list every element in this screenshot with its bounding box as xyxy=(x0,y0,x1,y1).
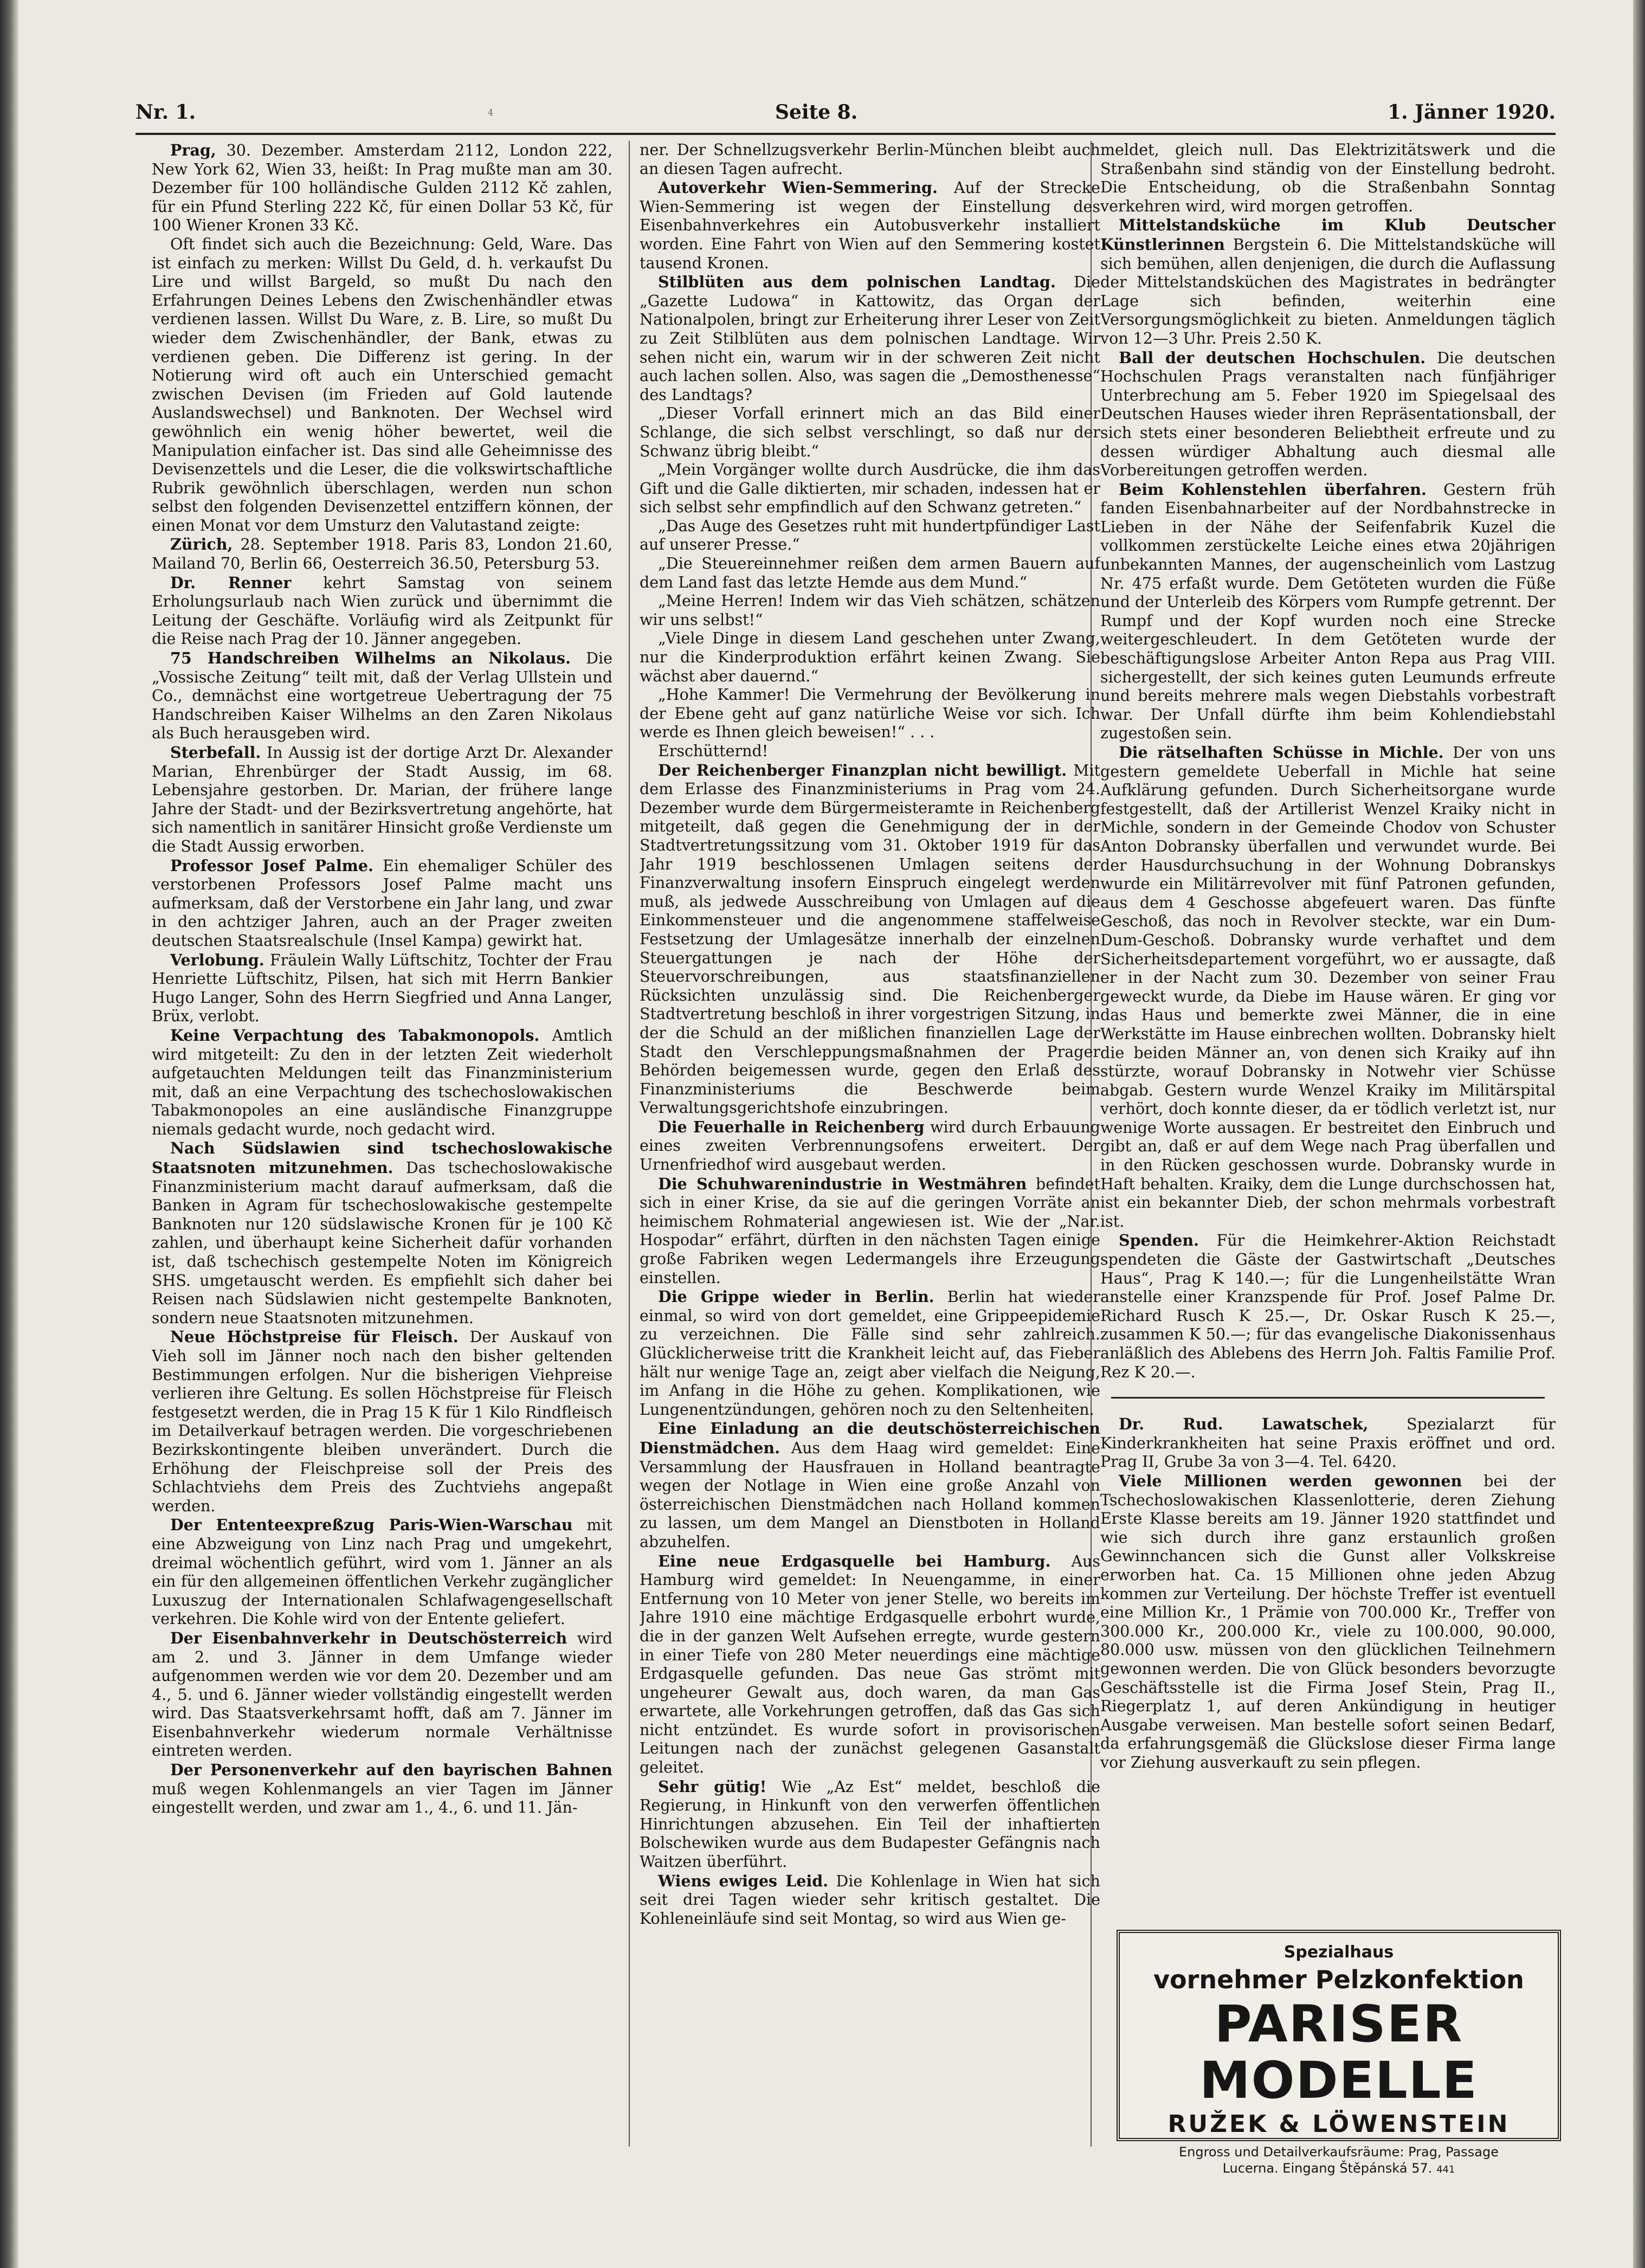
article-paragraph xyxy=(640,629,1100,686)
article-headline: Verlobung. xyxy=(170,950,265,969)
article-headline: Dr. Renner xyxy=(170,573,292,592)
article-text: Die deutschen Hochschulen Prags veranstalten nach fünfjähriger Unterbrechung am 5. Feber 1920 im Spiegelsaal des Deutschen Hauses wieder ihren Repräsentationsball, der sich stets einer besonderen Beliebtheit erfreute und zu dessen würdiger Abhaltung auch diesmal alle Vorbereitungen getroffen werden. xyxy=(1100,349,1556,480)
article-headline: Professor Josef Palme. xyxy=(170,856,373,875)
column-separator xyxy=(1111,1397,1545,1399)
article-paragraph xyxy=(152,235,612,536)
article-text: Auf der Strecke Wien-Semmering ist wegen der Einstellung des Eisenbahnverkehres ein Autobusverkehr installiert worden. Eine Fahrt von Wien auf den Semmering kostet tausend Kronen. xyxy=(640,179,1100,272)
article-text: Die Kohlenlage in Wien hat sich seit drei Tagen wieder sehr kritisch gestaltet. Die Kohleneinläufe sind seit Montag, so wird aus Wien ge- xyxy=(640,1872,1100,1928)
article-text: Der Auskauf von Vieh soll im Jänner noch nach den bisher geltenden Bestimmungen erfolgen. Nur die bisherigen Viehpreise verlieren ihre Geltung. Es sollen Höchstpreise für Fleisch festgesetzt werden, die in Prag 15 K für 1 Kilo Rindfleisch im Detailverkauf betragen werden. Die vorgeschriebenen Bezirkskontingente bleiben unverändert. Durch die Erhöhung der Fleischpreise soll der Preis des Schlachtviehs dem Preis des Zuchtviehs angepaßt werden. xyxy=(152,1328,612,1515)
article-text: In Aussig ist der dortige Arzt Dr. Alexander Marian, Ehrenbürger der Stadt Aussig, im 68. Lebensjahre gestorben. Dr. Marian, der frühere lange Jahre der Stadt- und der Bezirksvertretung angehörte, hat sich namentlich in sanitärer Hinsicht große Verdienste um die Stadt Aussig erworben. xyxy=(152,744,612,855)
article-paragraph xyxy=(1100,1472,1556,1773)
article-paragraph xyxy=(640,761,1100,1118)
article-text: Mit dem Erlasse des Finanzministeriums in Prag vom 24. Dezember wurde dem Bürgermeisteramte in Reichenberg mitgeteilt, daß gegen die Genehmigung der in der Stadtvertretungssitzung vom 31. Oktober 1919 für das Jahr 1919 beschlossenen Umlagen seitens der Finanzverwaltung insofern Einspruch eingelegt werden muß, als jedwede Ausschreibung von Umlagen auf die Einkommensteuer und die angenommene staffelweise Festsetzung der Umlagesätze innerhalb der einzelnen Steuergattungen je nach der Höhe der Steuervorschreibungen, aus staatsfinanziellen Rücksichten unzulässig sind. Die Reichenberger Stadtvertretung beschloß in ihrer vorgestrigen Sitzung, in der die Schuld an der mißlichen finanziellen Lage der Stadt den Verschleppungsmaßnahmen der Prager Behörden beigemessen wurde, gegen den Erlaß des Finanzministeriums die Beschwerde beim Verwaltungsgerichtshofe einzubringen. xyxy=(640,761,1100,1117)
article-headline: Wiens ewiges Leid. xyxy=(658,1871,829,1890)
advertisement-pariser-modelle xyxy=(1117,1930,1561,2176)
article-text: Fräulein Wally Lüftschitz, Tochter der Frau Henriette Lüftschitz, Pilsen, hat sich mit Herrn Bankier Hugo Langer, Sohn des Herrn Siegfried und Anna Langer, Brüx, verlobt. xyxy=(152,951,612,1026)
article-text: wird durch Erbauung eines zweiten Verbrennungsofens erweitert. Der Urnenfriedhof wird ausgebaut werden. xyxy=(640,1118,1100,1174)
article-text: „Dieser Vorfall erinnert mich an das Bild einer Schlange, die sich selbst verschlingt, so daß nur der Schwanz übrig bleibt.“ xyxy=(640,404,1100,460)
article-paragraph xyxy=(640,141,1100,178)
article-text: Wie „Az Est“ meldet, beschloß die Regierung, in Hinkunft von den verwerfen öffentlichen Hinrichtungen abzusehen. Ein Teil der inhaftierten Bolschewiken wurde aus dem Budapester Gefängnis nach Waitzen überführt. xyxy=(640,1777,1100,1871)
article-headline: Die Feuerhalle in Reichenberg xyxy=(658,1117,925,1136)
column-1 xyxy=(152,141,612,2147)
article-headline: Stilblüten aus dem polnischen Landtag. xyxy=(658,273,1056,292)
page-number: Seite 8. xyxy=(775,101,858,124)
article-text: 28. September 1918. Paris 83, London 21.60, Mailand 70, Berlin 66, Oesterreich 36.50, Petersburg 53. xyxy=(152,536,612,573)
article-text: wird am 2. und 3. Jänner in dem Umfange wieder aufgenommen werden wie vor dem 20. Dezember und am 4., 5. und 6. Jänner wieder vollständig eingestellt werden wird. Das Staatsverkehrsamt hofft, daß am 7. Jänner im Eisenbahnverkehr wiederum normale Verhältnisse eintreten werden. xyxy=(152,1629,612,1760)
article-text: Gestern früh fanden Eisenbahnarbeiter auf der Nordbahnstrecke in Lieben in der Nähe der Seifenfabrik Kuzel die vollkommen zerstückelte Leiche eines etwa 20jährigen unbekannten Mannes, der augenscheinlich vom Lastzug Nr. 475 erfaßt wurde. Dem Getöteten wurden die Füße und der Unterleib des Körpers vom Rumpfe getrennt. Der Rumpf und der Kopf wurden noch eine Strecke weitergeschleudert. In dem Getöteten wurde der beschäftigungslose Arbeiter Anton Repa aus Prag VIII. sichergestellt, der sich keines guten Leumunds erfreute und bereits mehrere mals wegen Diebstahls vorbestraft war. Der Unfall dürfte ihm beim Kohlendiebstahl zugestoßen sein. xyxy=(1100,480,1556,743)
article-text: Die „Vossische Zeitung“ teilt mit, daß der Verlag Ullstein und Co., demnächst eine wortgetreue Uebertragung der 75 Handschreiben Kaiser Wilhelms an den Zaren Nikolaus als Buch herausgeben wird. xyxy=(152,649,612,743)
article-paragraph xyxy=(152,1516,612,1629)
page-header xyxy=(136,95,1556,133)
article-headline: Die Grippe wieder in Berlin. xyxy=(658,1287,934,1306)
article-text: Ein ehemaliger Schüler des verstorbenen Professors Josef Palme macht uns aufmerksam, daß der Verstorbene ein Jahr lang, und zwar in den achtziger Jahren, auch an der Prager zweiten deutschen Staatsrealschule (Insel Kampa) gewirkt hat. xyxy=(152,856,612,950)
column-2 xyxy=(640,141,1100,2147)
article-headline: Die rätselhaften Schüsse in Michle. xyxy=(1119,743,1444,762)
article-paragraph xyxy=(640,555,1100,592)
ad-mark: 441 xyxy=(1436,2164,1455,2175)
article-headline: Spenden. xyxy=(1119,1231,1199,1250)
article-text: Oft findet sich auch die Bezeichnung: Geld, Ware. Das ist einfach zu merken: Willst Du Geld, d. h. verkaufst Du Lire und willst Bargeld, so mußt Du nach den Erfahrungen Deines Lebens den Zwischenhändler etwas verdienen lassen. Willst Du Ware, z. B. Lire, so mußt Du wieder dem Zwischenhändler, der Bank, etwas zu verdienen geben. Die Differenz ist gering. In der Notierung wird oft auch ein Unterschied gemacht zwischen Devisen (im Frieden auf Gold lautende Auslandswechsel) und Banknoten. Der Wechsel wird gewöhnlich ein wenig höher bewertet, weil die Manipulation einfacher ist. Das sind alle Geheimnisse des Devisenzettels und die Leser, die die volkswirtschaftliche Rubrik gewöhnlich überschlagen, werden nun schon selbst den folgenden Devisenzettel entziffern können, der einen Monat vor dem Umsturz den Valutastand zeigte: xyxy=(152,235,612,534)
article-paragraph xyxy=(640,1175,1100,1288)
article-paragraph xyxy=(640,1287,1100,1419)
article-text: muß wegen Kohlenmangels an vier Tagen im Jänner eingestellt werden, und zwar am 1., 4., 6. und 11. Jän- xyxy=(152,1780,612,1817)
article-headline: Sterbefall. xyxy=(170,743,261,762)
issue-number: Nr. 1. xyxy=(136,101,196,124)
article-paragraph xyxy=(152,951,612,1026)
article-headline: Der Ententeexpreßzug Paris-Wien-Warschau xyxy=(170,1516,573,1535)
article-paragraph xyxy=(640,592,1100,629)
article-text: Der von uns gestern gemeldete Ueberfall in Michle hat seine Aufklärung gefunden. Durch Sicherheitsorgane wurde festgestellt, daß der Artillerist Wenzel Kraiky nicht in Michle, sondern in der Gemeinde Chodov von Schuster Anton Dobransky überfallen und verwundet wurde. Bei der Hausdurchsuchung in der Wohnung Dobranskys wurde ein Militärrevolver mit fünf Patronen gefunden, aus dem 4 Geschosse abgefeuert waren. Das fünfte Geschoß, das noch in Revolver steckte, war ein Dum-Dum-Geschoß. Dobransky wurde verhaftet und dem Sicherheitsdepartement vorgeführt, wo er aussagte, daß er in der Nacht zum 30. Dezember von seiner Frau geweckt wurde, da Diebe im Hause wären. Er ging vor das Haus und bemerkte zwei Männer, die in eine Werkstätte im Hause einbrechen wollten. Dobransky hielt die beiden Männer an, von denen sich Kraiky auf ihn stürzte, worauf Dobransky in Notwehr vier Schüsse abgab. Gestern wurde Wenzel Kraiky im Militärspital verhört, doch konnte dieser, da er tödlich verletzt ist, nur wenige Worte aussagen. Er bestreitet den Einbruch und gibt an, daß er auf dem Wege nach Prag überfallen und in den Rücken geschossen wurde. Dobransky wurde in Haft behalten. Kraiky, dem die Lunge durchschossen hat, ist ein bekannter Dieb, der schon mehrmals vorbestraft ist. xyxy=(1100,744,1556,1230)
article-headline: Beim Kohlenstehlen überfahren. xyxy=(1119,480,1427,499)
article-headline: Viele Millionen werden gewonnen xyxy=(1119,1471,1462,1490)
page-mark: 4 xyxy=(488,107,494,118)
article-paragraph xyxy=(640,273,1100,404)
article-text: ner. Der Schnellzugsverkehr Berlin-München bleibt auch an diesen Tagen aufrecht. xyxy=(640,141,1100,178)
article-text: Erschütternd! xyxy=(658,742,769,760)
article-headline: Ball der deutschen Hochschulen. xyxy=(1119,348,1426,367)
article-text: mit eine Abzweigung von Linz nach Prag und umgekehrt, dreimal wöchentlich geführt, wird vom 1. Jänner an als ein für den allgemeinen öffentlichen Verkehr zugänglicher Luxuszug der Internationalen Schlafwagengesellschaft verkehren. Die Kohle wird von der Entente geliefert. xyxy=(152,1516,612,1628)
article-paragraph xyxy=(1100,216,1556,348)
article-headline: Eine Einladung an die deutschösterreichischen Dienstmädchen. xyxy=(640,1419,1100,1457)
article-paragraph xyxy=(152,1761,612,1818)
article-headline: Der Personenverkehr auf den bayrischen Bahnen xyxy=(170,1761,612,1780)
article-paragraph xyxy=(640,461,1100,517)
article-text: Bergstein 6. Die Mittelstandsküche will sich bemühen, allen denjenigen, die durch die Auflassung der Mittelstandsküchen des Magistrates in bedrängter Lage sich befinden, weiterhin eine Versorgungsmöglichkeit zu bieten. Anmeldungen täglich von 12—3 Uhr. Preis 2.50 K. xyxy=(1100,235,1556,347)
article-paragraph xyxy=(640,1118,1100,1175)
article-paragraph xyxy=(152,649,612,743)
article-paragraph xyxy=(640,1552,1100,1777)
article-paragraph xyxy=(640,1419,1100,1551)
article-paragraph xyxy=(1100,349,1556,480)
article-text: Aus Hamburg wird gemeldet: In Neuengamme, in einer Entfernung von 10 Meter von jener Stelle, wo bereits im Jahre 1910 eine mächtige Erdgasquelle erbohrt wurde, die in der ganzen Welt Aufsehen erregte, wurde gestern in einer Tiefe von 280 Meter neuerdings eine mächtige Erdgasquelle gefunden. Das neue Gas strömt mit ungeheurer Gewalt aus, doch waren, da man Gas erwartete, alle Vorkehrungen getroffen, daß das Gas sich nicht entzündet. Es wurde sofort in provisorischen Leitungen nach der zunächst gelegenen Gasanstalt geleitet. xyxy=(640,1552,1100,1777)
article-paragraph xyxy=(1100,743,1556,1231)
article-text: Für die Heimkehrer-Aktion Reichstadt spendeten die Gäste der Gastwirtschaft „Deutsches Haus“, Prag K 140.—; für die Lungenheilstätte Wran anstelle einer Kranzspende für Prof. Josef Palme Dr. Richard Rusch K 25.—, Dr. Oskar Rusch K 25.—, zusammen K 50.—; für das evangelische Diakonissenhaus anläßlich des Ablebens des Herrn Joh. Faltis Familie Prof. Rez K 20.—. xyxy=(1100,1232,1556,1381)
article-paragraph xyxy=(152,141,612,235)
article-headline: Eine neue Erdgasquelle bei Hamburg. xyxy=(658,1551,1051,1570)
article-paragraph xyxy=(640,1777,1100,1872)
article-paragraph xyxy=(640,517,1100,555)
article-text: „Die Steuereinnehmer reißen dem armen Bauern auf dem Land fast das letzte Hemde aus dem Mund.“ xyxy=(640,555,1100,591)
column-3 xyxy=(1100,141,1556,2147)
article-headline: Nach Südslawien sind tschechoslowakische Staatsnoten mitzunehmen. xyxy=(152,1139,612,1177)
ad-brand: PARISER MODELLE xyxy=(1199,1995,1478,2110)
article-headline: Keine Verpachtung des Tabakmonopols. xyxy=(170,1026,540,1045)
article-text: „Viele Dinge in diesem Land geschehen unter Zwang, nur die Kinderproduktion erfährt keinen Zwang. Sie wächst aber dauernd.“ xyxy=(640,629,1100,685)
article-paragraph xyxy=(152,574,612,649)
article-paragraph xyxy=(152,1139,612,1328)
ad-line-1: Spezialhaus xyxy=(1283,1943,1394,1962)
article-text: kehrt Samstag von seinem Erholungsurlaub nach Wien zurück und übernimmt die Leitung der Geschäfte. Vorläufig wird als Zeitpunkt für die Reise nach Prag der 10. Jänner angegeben. xyxy=(152,574,612,648)
article-headline: Prag, xyxy=(170,141,216,159)
article-text: 30. Dezember. Amsterdam 2112, London 222, New York 62, Wien 33, heißt: In Prag mußte man am 30. Dezember für 100 holländische Gulden 2112 Kč zahlen, für ein Pfund Sterling 222 Kč, für einen Dollar 53 Kč, für 100 Wiener Kronen 33 Kč. xyxy=(152,141,612,235)
article-text: Spezialarzt für Kinderkrankheiten hat seine Praxis eröffnet und ord. Prag II, Grube 3a von 3—4. Tel. 6420. xyxy=(1100,1415,1556,1471)
article-paragraph xyxy=(152,856,612,951)
article-headline: Zürich, xyxy=(170,535,233,554)
ad-line-2: vornehmer Pelzkonfektion xyxy=(1153,1965,1524,1994)
article-paragraph xyxy=(640,686,1100,742)
article-text: Die „Gazette Ludowa“ in Kattowitz, das Organ der Nationalpolen, bringt zur Erheiterung ihrer Leser von Zeit zu Zeit Stilblüten aus dem polnischen Landtage. Wir sehen nicht ein, warum wir in der schweren Zeit nicht auch lachen sollen. Also, was sagen die „Demosthenesse“ des Landtags? xyxy=(640,273,1100,404)
article-text: „Das Auge des Gesetzes ruht mit hundertpfündiger Last auf unserer Presse.“ xyxy=(640,517,1100,554)
issue-date: 1. Jänner 1920. xyxy=(1388,101,1556,124)
article-paragraph xyxy=(1100,480,1556,743)
article-paragraph xyxy=(152,1026,612,1139)
article-headline: Autoverkehr Wien-Semmering. xyxy=(658,178,938,197)
column-rule-1 xyxy=(629,141,630,2147)
article-headline: Sehr gütig! xyxy=(658,1777,767,1796)
article-paragraph xyxy=(152,1328,612,1516)
article-text: „Hohe Kammer! Die Vermehrung der Bevölkerung in der Ebene geht auf ganz natürliche Weise vor sich. Ich werde es Ihnen gleich beweisen!“ . . . xyxy=(640,686,1100,742)
article-paragraph xyxy=(152,743,612,856)
article-headline: Mittelstandsküche im Klub Deutscher Künstlerinnen xyxy=(1100,216,1556,254)
article-text: befindet sich in einer Krise, da sie auf die geringen Vorräte an heimischem Rohmaterial angewiesen ist. Wie der „Nar. Hospodar“ erfährt, dürften in den nächsten Tagen einige große Fabriken wegen Ledermangels ihre Erzeugung einstellen. xyxy=(640,1175,1100,1287)
article-headline: Neue Höchstpreise für Fleisch. xyxy=(170,1328,459,1346)
scan-edge-left xyxy=(0,0,18,2268)
ad-address-1: Engross und Detailverkaufsräume: Prag, Passage xyxy=(1178,2144,1499,2160)
article-paragraph xyxy=(1100,141,1556,216)
article-headline: 75 Handschreiben Wilhelms an Nikolaus. xyxy=(170,649,571,668)
article-paragraph xyxy=(1100,1415,1556,1472)
article-text: Aus dem Haag wird gemeldet: Eine Versammlung der Hausfrauen in Holland beantragte wegen der Notlage in Wien eine große Anzahl von österreichischen Dienstmädchen nach Holland kommen zu lassen, um dem Mangel an Dienstboten in Holland abzuhelfen. xyxy=(640,1439,1100,1551)
article-headline: Der Eisenbahnverkehr in Deutschösterreich xyxy=(170,1628,567,1647)
ad-company: RUŽEK & LÖWENSTEIN xyxy=(1167,2110,1510,2138)
article-text: Das tschechoslowakische Finanzministerium macht darauf aufmerksam, daß die Banken in Agram für tschechoslowakische gestempelte Banknoten nur 120 südslawische Kronen für je 100 Kč zahlen, und überhaupt keine Sicherheit dafür vorhanden ist, daß tschechisch gestempelte Noten im Königreich SHS. umgetauscht werden. Es empfiehlt sich daher bei Reisen nach Südslawien nicht gestempelte Banknoten, sondern neue Staatsnoten mitzunehmen. xyxy=(152,1159,612,1327)
article-headline: Dr. Rud. Lawatschek, xyxy=(1119,1415,1369,1434)
scan-edge-right xyxy=(1633,0,1645,2268)
article-paragraph xyxy=(640,404,1100,461)
article-paragraph xyxy=(640,1872,1100,1929)
ad-address-2 xyxy=(1120,2161,1558,2176)
ad-address-2-text: Lucerna. Eingang Štěpánská 57. xyxy=(1222,2161,1433,2176)
article-text: bei der Tschechoslowakischen Klassenlotterie, deren Ziehung Erste Klasse bereits am 19. Jänner 1920 stattfindet und wie sich durch ihre ganz erstaunlich großen Gewinnchancen sich die Gunst aller Volkskreise erworben hat. Ca. 15 Millionen ohne jeden Abzug kommen zur Verteilung. Der höchste Treffer ist eventuell eine Million Kr., 1 Prämie von 700.000 Kr., Treffer von 300.000 Kr., 200.000 Kr., viele zu 100.000, 90.000, 80.000 usw. müssen von den glücklichen Teilnehmern gewonnen werden. Die von Glück besonders bevorzugte Geschäftsstelle ist die Firma Josef Stein, Prag II., Riegerplatz 1, auf deren Ankündigung in heutiger Ausgabe verweisen. Man bestelle sofort seinen Bedarf, da erfahrungsgemäß die Glückslose dieser Firma lange vor Ziehung ausverkauft zu sein pflegen. xyxy=(1100,1472,1556,1771)
article-paragraph xyxy=(640,178,1100,273)
article-headline: Der Reichenberger Finanzplan nicht bewilligt. xyxy=(658,761,1067,779)
article-paragraph xyxy=(640,742,1100,761)
article-paragraph xyxy=(152,1629,612,1761)
header-rule xyxy=(136,133,1556,135)
article-text: meldet, gleich null. Das Elektrizitätswerk und die Straßenbahn sind ständig von der Einstellung bedroht. Die Entscheidung, ob die Straßenbahn Sonntag verkehren wird, wird morgen getroffen. xyxy=(1100,141,1556,215)
article-text: Berlin hat wieder einmal, so wird von dort gemeldet, eine Grippeepidemie zu verzeichnen. Die Fälle sind sehr zahlreich. Glücklicherweise tritt die Krankheit leicht auf, das Fieber hält nur wenige Tage an, zeigt aber vielfach die Neigung, im Anfang in die Höhe zu gehen. Komplikationen, wie Lungenentzündungen, gehören noch zu den Seltenheiten. xyxy=(640,1288,1100,1419)
article-text: „Meine Herren! Indem wir das Vieh schätzen, schätzen wir uns selbst!“ xyxy=(640,592,1100,629)
article-text: Amtlich wird mitgeteilt: Zu den in der letzten Zeit wiederholt aufgetauchten Meldungen teilt das Finanzministerium mit, daß an eine Verpachtung des tschechoslowakischen Tabakmonopoles an eine ausländische Finanzgruppe niemals gedacht wurde, noch gedacht wird. xyxy=(152,1026,612,1138)
article-text: „Mein Vorgänger wollte durch Ausdrücke, die ihm das Gift und die Galle diktierten, mir schaden, indessen hat er sich selbst sehr empfindlich auf den Schwanz getreten.“ xyxy=(640,461,1100,517)
article-headline: Die Schuhwarenindustrie in Westmähren xyxy=(658,1174,1027,1193)
article-paragraph xyxy=(1100,1231,1556,1382)
article-paragraph xyxy=(152,535,612,573)
